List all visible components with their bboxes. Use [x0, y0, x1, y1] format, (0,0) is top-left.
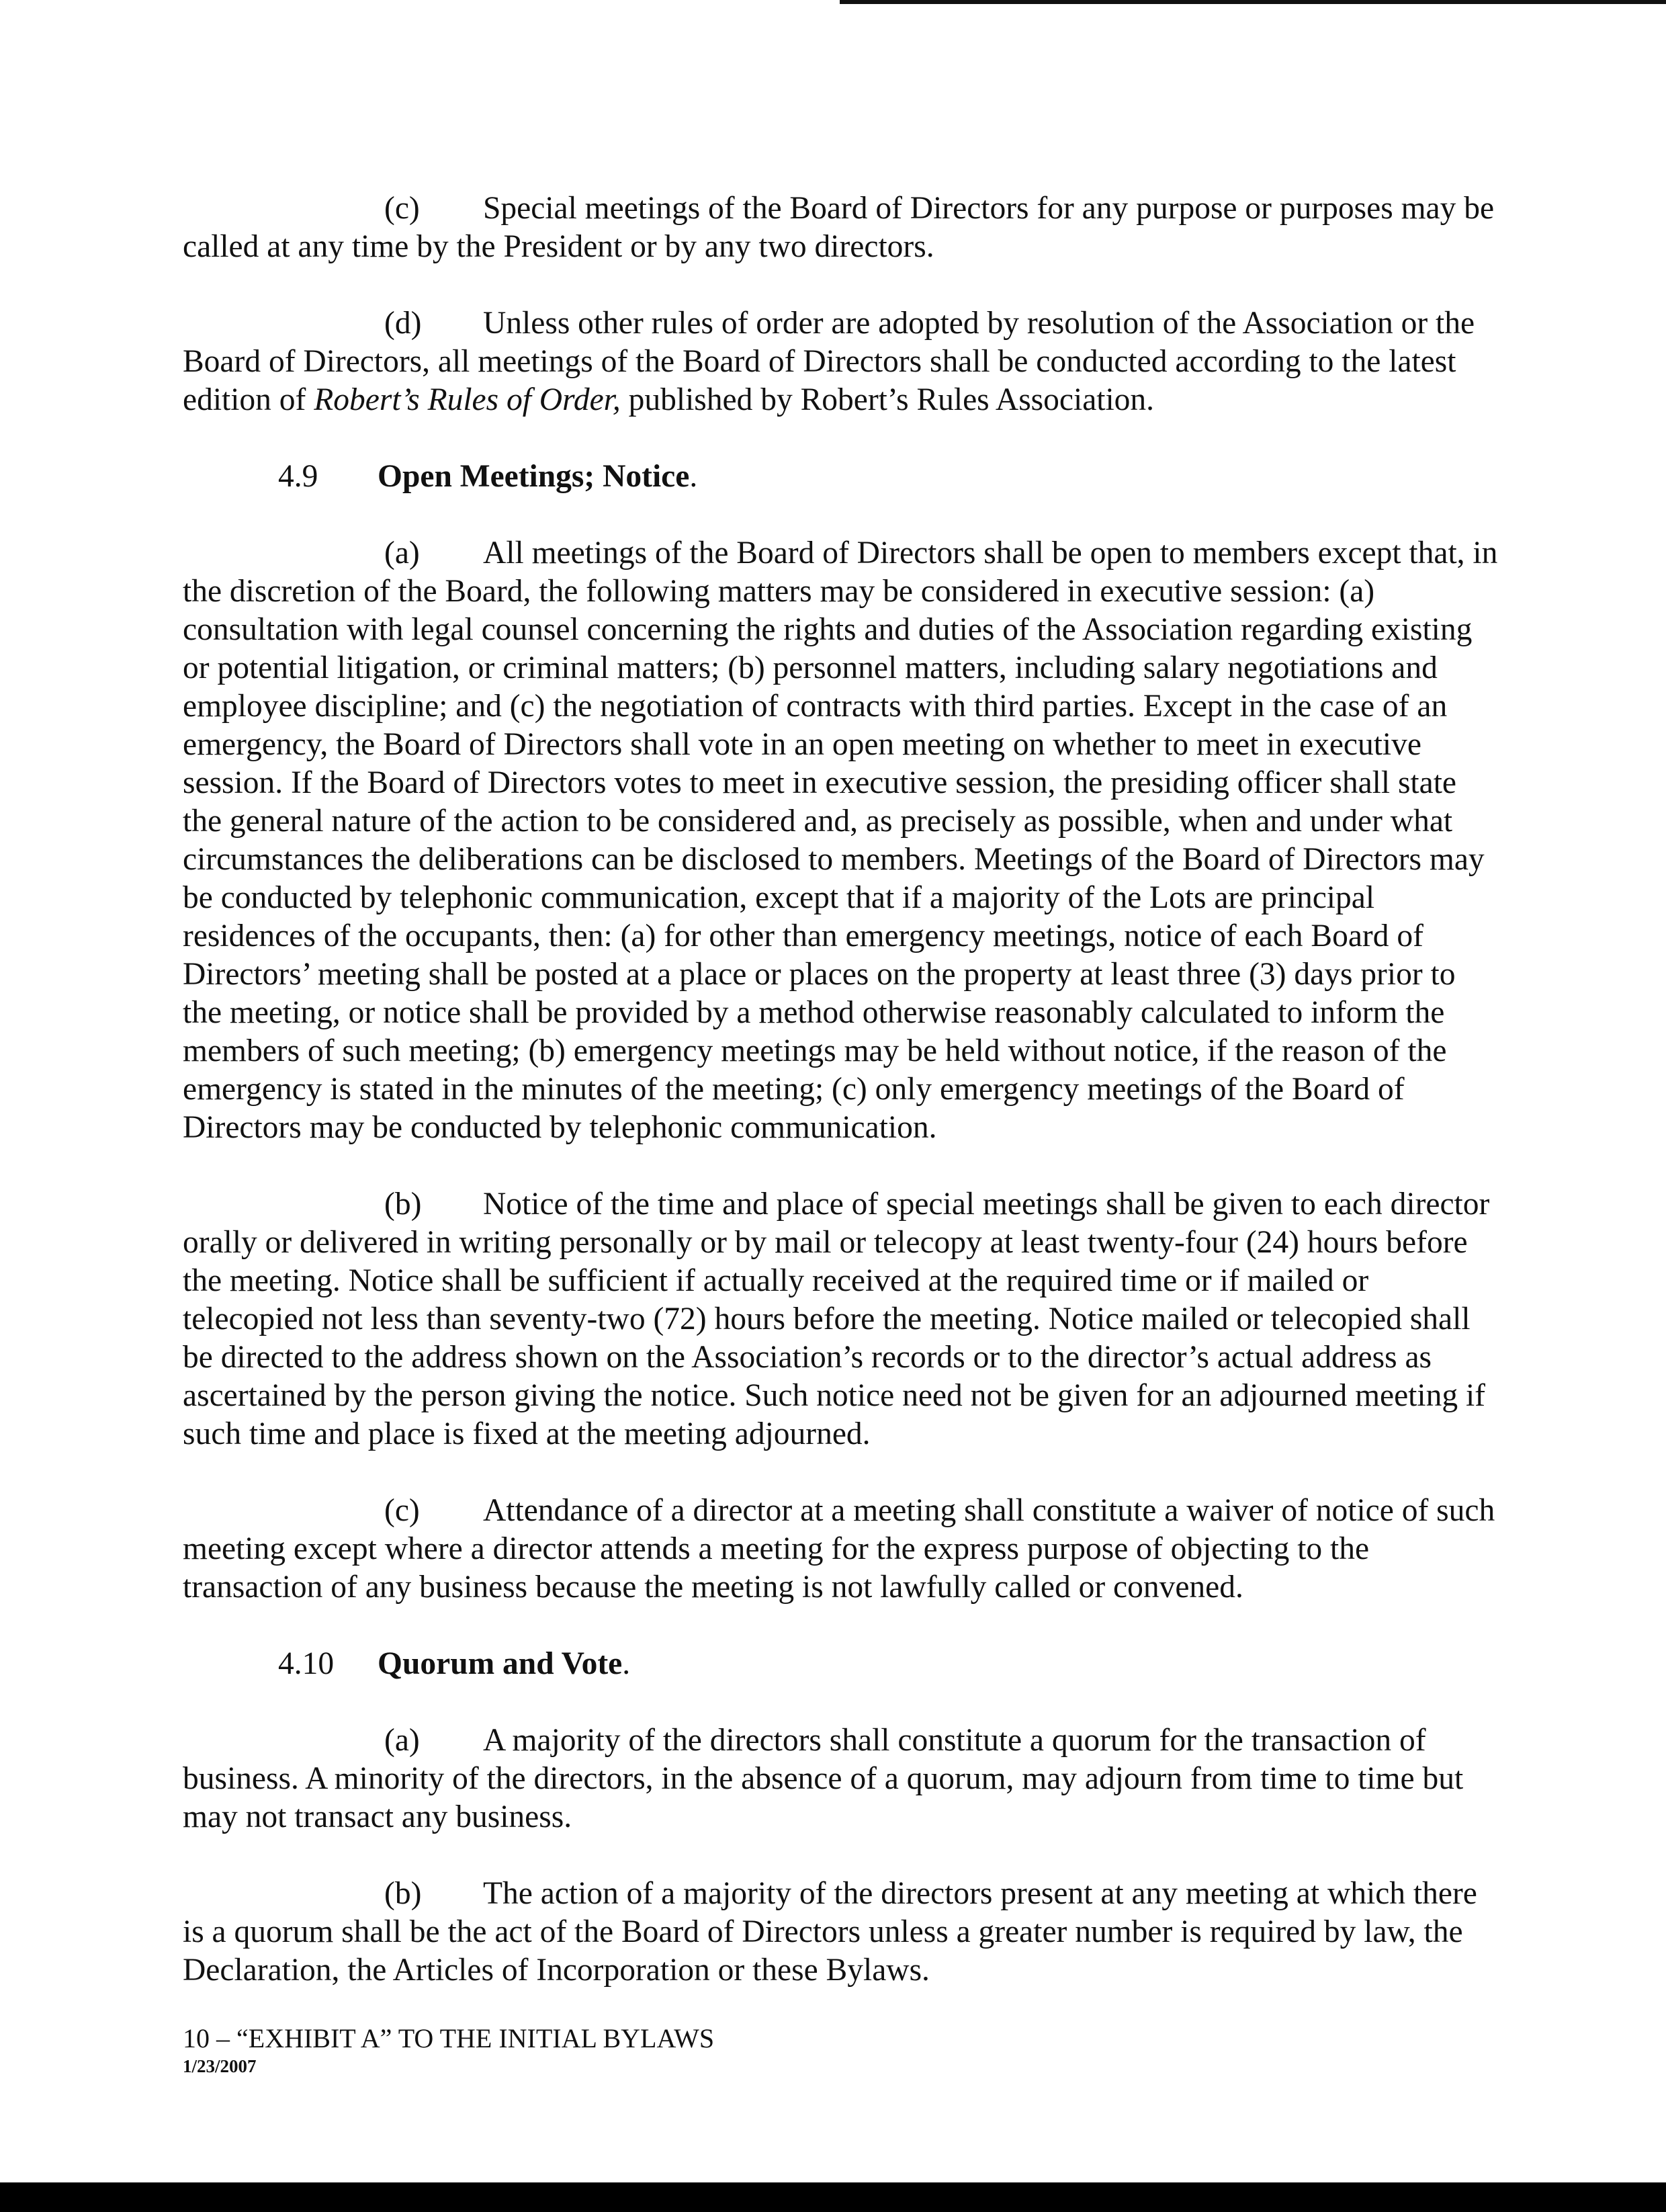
section-number: 4.10	[278, 1646, 335, 1681]
paragraph-tag: (d)	[384, 306, 422, 341]
paragraph-text: Attendance of a director at a meeting shall constitute a waiver of notice of such meeting except where a director attends a meeting for the express purpose of objecting to the transaction of any business because the meeting is not lawfully called or convened.	[183, 1493, 1495, 1605]
scan-bottom-band	[0, 2182, 1666, 2212]
paragraph-text: All meetings of the Board of Directors shall be open to members except that, in the discretion of the Board, the following matters may be considered in executive session: (a) consultation with legal counsel concerning the rights and duties of the Association regarding existing or potential litigation, or criminal matters; (b) personnel matters, including salary negotiations and employee discipline; and (c) the negotiation of contracts with third parties. Except in the case of an emergency, the Board of Directors shall vote in an open meeting on whether to meet in executive session. If the Board of Directors votes to meet in executive session, the presiding officer shall state the general nature of the action to be considered and, as precisely as possible, when and under what circumstances the deliberations can be disclosed to members. Meetings of the Board of Directors may be conducted by telephonic communication, except that if a majority of the Lots are principal residences of the occupants, then: (a) for other than emergency meetings, notice of each Board of Directors’ meeting shall be posted at a place or places on the property at least three (3) days prior to the meeting, or notice shall be provided by a method otherwise reasonably calculated to inform the members of such meeting; (b) emergency meetings may be held without notice, if the reason of the emergency is stated in the minutes of the meeting; (c) only emergency meetings of the Board of Directors may be conducted by telephonic communication.	[183, 536, 1498, 1145]
paragraph-4-8-c	[183, 189, 1499, 266]
footer-page-label: 10 – “EXHIBIT A” TO THE INITIAL BYLAWS	[183, 2023, 715, 2053]
section-title: Quorum and Vote	[378, 1646, 623, 1681]
paragraph-tag: (c)	[384, 1493, 420, 1528]
paragraph-text: Notice of the time and place of special meetings shall be given to each director orally or delivered in writing personally or by mail or telecopy at least twenty-four (24) hours before the meeting. Notice shall be sufficient if actually received at the required time or if mailed or telecopied not less than seventy-two (72) hours before the meeting. Notice mailed or telecopied shall be directed to the address shown on the Association’s records or to the director’s actual address as ascertained by the person giving the notice. Such notice need not be given for an adjourned meeting if such time and place is fixed at the meeting adjourned.	[183, 1187, 1490, 1451]
paragraph-4-8-d	[183, 304, 1499, 419]
paragraph-tag: (a)	[384, 1723, 420, 1758]
section-title-period: .	[689, 459, 698, 494]
footer-date: 1/23/2007	[183, 2056, 257, 2076]
paragraph-4-9-b	[183, 1185, 1499, 1453]
section-number: 4.9	[278, 459, 318, 494]
paragraph-text-end: published by Robert’s Rules Association.	[620, 382, 1155, 417]
paragraph-text: The action of a majority of the directors present at any meeting at which there is a quorum shall be the act of the Board of Directors unless a greater number is required by law, the Declaration, the Articles of Incorporation or these Bylaws.	[183, 1876, 1477, 1988]
paragraph-text: A majority of the directors shall constitute a quorum for the transaction of business. A minority of the directors, in the absence of a quorum, may adjourn from time to time but may not transact any business.	[183, 1723, 1464, 1834]
paragraph-4-10-b	[183, 1875, 1499, 1990]
paragraph-tag: (c)	[384, 191, 420, 226]
page-footer	[183, 2023, 714, 2078]
paragraph-4-9-a	[183, 534, 1499, 1147]
section-heading-4-9	[183, 458, 1499, 496]
section-title-period: .	[622, 1646, 631, 1681]
document-page	[183, 189, 1499, 2028]
paragraph-4-9-c	[183, 1492, 1499, 1607]
section-heading-4-10	[183, 1645, 1499, 1683]
section-title: Open Meetings; Notice	[378, 459, 690, 494]
paragraph-text: Special meetings of the Board of Directors for any purpose or purposes may be called at any time by the President or by any two directors.	[183, 191, 1495, 264]
paragraph-4-10-a	[183, 1721, 1499, 1836]
paragraph-tag: (b)	[384, 1187, 422, 1222]
scan-top-rule	[840, 0, 1666, 4]
paragraph-tag: (a)	[384, 536, 420, 570]
paragraph-tag: (b)	[384, 1876, 422, 1911]
paragraph-text: Unless other rules of order are adopted by resolution of the Association or the Board of Directors, all meetings of the Board of Directors shall be conducted according to the latest edition of	[183, 306, 1475, 417]
roberts-rules-title: Robert’s Rules of Order,	[314, 382, 621, 417]
